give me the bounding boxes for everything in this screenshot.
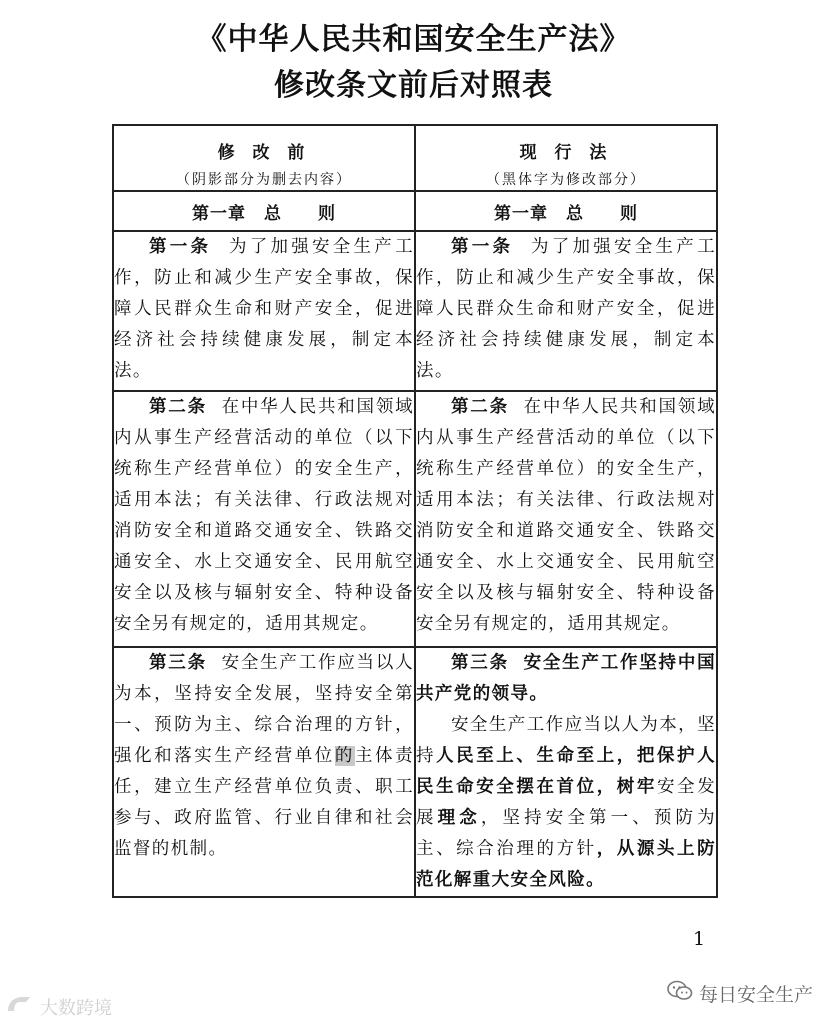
amended-text: 人民至上、生命至上，把保护人民生命安全摆在首位，树牢 xyxy=(416,746,716,797)
chapter-before-label: 第一章 总 则 xyxy=(192,203,336,224)
article-text: 在中华人民共和国领域内从事生产经营活动的单位（以下统称生产经营单位）的安全生产，适用本法；有关法律、行政法规对消防安全和道路交通安全、铁路交通安全、水上交通安全、民用航空安全以及核与辐射安全、特种设备安全另有规定的，适用其规定。 xyxy=(114,397,415,634)
header-before-label: 修 改 前 xyxy=(217,143,311,163)
header-before xyxy=(113,125,415,191)
watermark-left xyxy=(4,993,112,1020)
watermark-right xyxy=(667,980,813,1007)
brand-logo-icon xyxy=(4,993,40,1020)
deleted-text-highlight: 的 xyxy=(334,746,355,766)
amended-text: 安全生产工作坚持中国共产党的领导。 xyxy=(416,653,717,704)
amended-text: ，从源头上防范化解重大安全风险。 xyxy=(416,839,716,890)
page-number: 1 xyxy=(693,928,706,950)
article-label: 第三条 xyxy=(149,653,207,673)
article-2-before xyxy=(113,391,415,647)
chapter-before xyxy=(113,191,415,231)
article-1-row xyxy=(113,231,717,391)
article-text: ，坚持安全第一、预防为主、综合治理的方针 xyxy=(416,808,716,859)
chapter-after-label: 第一章 总 则 xyxy=(494,203,638,224)
article-3-after xyxy=(415,647,717,897)
header-after-note: （黑体字为修改部分） xyxy=(486,172,646,188)
article-2-row xyxy=(113,391,717,647)
article-label: 第三条 xyxy=(451,653,509,673)
document-title: 《中华人民共和国安全生产法》 xyxy=(196,22,631,57)
article-text: 安全生产工作应当以人为本，坚持 xyxy=(416,715,716,766)
wechat-icon xyxy=(667,980,699,1007)
article-1-after xyxy=(415,231,717,391)
header-row xyxy=(113,125,717,191)
header-before-note: （阴影部分为删去内容） xyxy=(176,172,352,188)
article-text: 为了加强安全生产工作，防止和减少生产安全事故，保障人民群众生命和财产安全，促进经济社会持续健康发展，制定本法。 xyxy=(114,237,414,381)
article-label: 第二条 xyxy=(451,397,509,417)
amended-text: 理念 xyxy=(437,808,481,828)
watermark-left-text: 大数跨境 xyxy=(40,997,112,1019)
comparison-table xyxy=(112,124,718,898)
article-label: 第二条 xyxy=(149,397,207,417)
article-label: 第一条 xyxy=(451,237,514,257)
document-subtitle: 修改条文前后对照表 xyxy=(274,68,553,103)
article-text: 安全发展 xyxy=(416,777,716,828)
header-after-label: 现 行 法 xyxy=(519,143,613,163)
article-text: 为了加强安全生产工作，防止和减少生产安全事故，保障人民群众生命和财产安全，促进经济社会持续健康发展，制定本法。 xyxy=(416,237,716,381)
article-text: 安全生产工作应当以人为本，坚持安全发展，坚持安全第一、预防为主、综合治理的方针，强化和落实生产经营单位 xyxy=(114,653,415,766)
chapter-row xyxy=(113,191,717,231)
article-3-row xyxy=(113,647,717,897)
watermark-right-text: 每日安全生产 xyxy=(698,984,813,1006)
article-text: 在中华人民共和国领域内从事生产经营活动的单位（以下统称生产经营单位）的安全生产，适用本法；有关法律、行政法规对消防安全和道路交通安全、铁路交通安全、水上交通安全、民用航空安全以及核与辐射安全、特种设备安全另有规定的，适用其规定。 xyxy=(416,397,717,634)
article-1-before xyxy=(113,231,415,391)
header-after xyxy=(415,125,717,191)
chapter-after xyxy=(415,191,717,231)
article-label: 第一条 xyxy=(149,237,212,257)
article-3-before xyxy=(113,647,415,897)
article-text: 主体责任，建立生产经营单位负责、职工参与、政府监管、行业自律和社会监督的机制。 xyxy=(114,746,414,859)
article-2-after xyxy=(415,391,717,647)
